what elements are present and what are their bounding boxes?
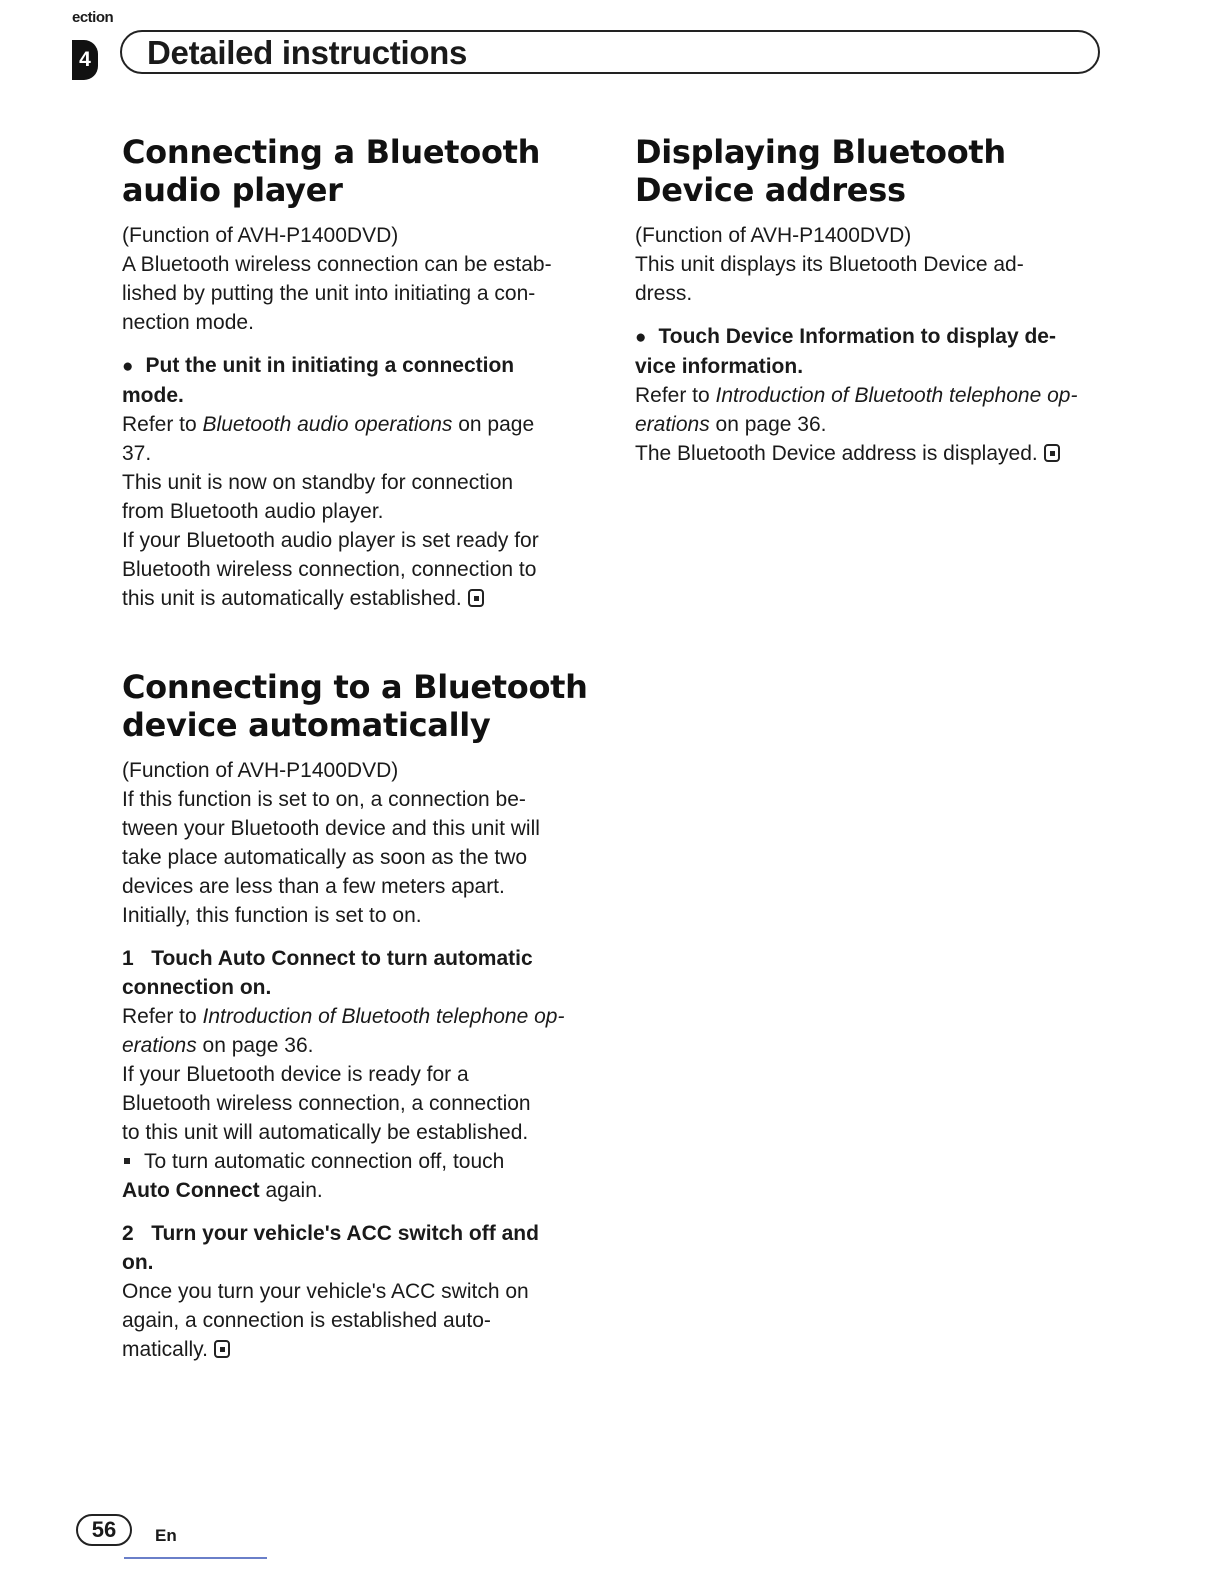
reference-line: Refer to Introduction of Bluetooth telephone op- bbox=[122, 1005, 565, 1028]
intro-line: This unit displays its Bluetooth Device ad- bbox=[635, 253, 1024, 276]
body-line: If your Bluetooth audio player is set ready for bbox=[122, 529, 539, 552]
body-line: again, a connection is established auto- bbox=[122, 1309, 491, 1332]
reference-line: erations on page 36. bbox=[635, 413, 827, 436]
reference-line: Refer to Introduction of Bluetooth telephone op- bbox=[635, 384, 1078, 407]
body-line: Once you turn your vehicle's ACC switch on bbox=[122, 1280, 529, 1303]
body-line: Bluetooth wireless connection, a connection bbox=[122, 1092, 531, 1115]
section-connecting-audio-player bbox=[122, 133, 592, 613]
body-line: This unit is now on standby for connection bbox=[122, 471, 514, 494]
page-title: Detailed instructions bbox=[147, 34, 473, 72]
square-bullet-icon bbox=[124, 1158, 130, 1164]
intro-line: dress. bbox=[635, 282, 693, 305]
bullet-icon: ● bbox=[122, 356, 134, 377]
step-2-heading: 2 Turn your vehicle's ACC switch off and on. bbox=[122, 1222, 539, 1274]
intro-line: nection mode. bbox=[122, 311, 254, 334]
body-line: If your Bluetooth device is ready for a bbox=[122, 1063, 469, 1086]
footer-rule bbox=[124, 1557, 267, 1559]
section-number-tab: 4 bbox=[72, 40, 98, 80]
section-label: ection bbox=[72, 9, 114, 26]
intro-line: take place automatically as soon as the two bbox=[122, 846, 528, 869]
section-connecting-automatically bbox=[122, 668, 592, 1364]
bullet-icon: ● bbox=[635, 327, 647, 348]
intro-line: devices are less than a few meters apart. bbox=[122, 875, 505, 898]
body-line: The Bluetooth Device address is displayed. bbox=[635, 439, 1105, 468]
section-heading: Connecting a Bluetooth audio player bbox=[122, 133, 541, 209]
intro-line: tween your Bluetooth device and this unit will bbox=[122, 817, 540, 840]
intro-line: If this function is set to on, a connection be- bbox=[122, 788, 526, 811]
page-number: 56 bbox=[76, 1514, 132, 1546]
end-mark-icon bbox=[214, 1340, 230, 1358]
body-line: to this unit will automatically be established. bbox=[122, 1121, 529, 1144]
step-1-heading: 1 Touch Auto Connect to turn automatic connection on. bbox=[122, 947, 533, 999]
intro-line: lished by putting the unit into initiating a con- bbox=[122, 282, 536, 305]
function-note: (Function of AVH-P1400DVD) bbox=[122, 759, 399, 782]
step-heading: ● Touch Device Information to display de- vice information. bbox=[635, 325, 1056, 378]
end-mark-icon bbox=[468, 589, 484, 607]
end-mark-icon bbox=[1044, 444, 1060, 462]
reference-line: Refer to Bluetooth audio operations on page bbox=[122, 413, 535, 436]
section-heading: Connecting to a Bluetooth device automatically bbox=[122, 668, 588, 744]
reference-line: erations on page 36. bbox=[122, 1034, 314, 1057]
note-line: Auto Connect again. bbox=[122, 1179, 323, 1202]
language-code: En bbox=[155, 1526, 177, 1545]
reference-page: 37. bbox=[122, 442, 152, 465]
note-line: To turn automatic connection off, touch bbox=[122, 1147, 592, 1176]
section-heading: Displaying Bluetooth Device address bbox=[635, 133, 1006, 209]
body-line: from Bluetooth audio player. bbox=[122, 500, 384, 523]
function-note: (Function of AVH-P1400DVD) bbox=[122, 224, 399, 247]
section-device-address bbox=[635, 133, 1105, 468]
intro-line: A Bluetooth wireless connection can be estab- bbox=[122, 253, 552, 276]
body-line: Bluetooth wireless connection, connection to bbox=[122, 558, 537, 581]
step-heading: ● Put the unit in initiating a connection mode. bbox=[122, 354, 515, 407]
body-line: this unit is automatically established. bbox=[122, 584, 592, 613]
function-note: (Function of AVH-P1400DVD) bbox=[635, 224, 912, 247]
intro-line: Initially, this function is set to on. bbox=[122, 904, 422, 927]
body-line: matically. bbox=[122, 1335, 592, 1364]
